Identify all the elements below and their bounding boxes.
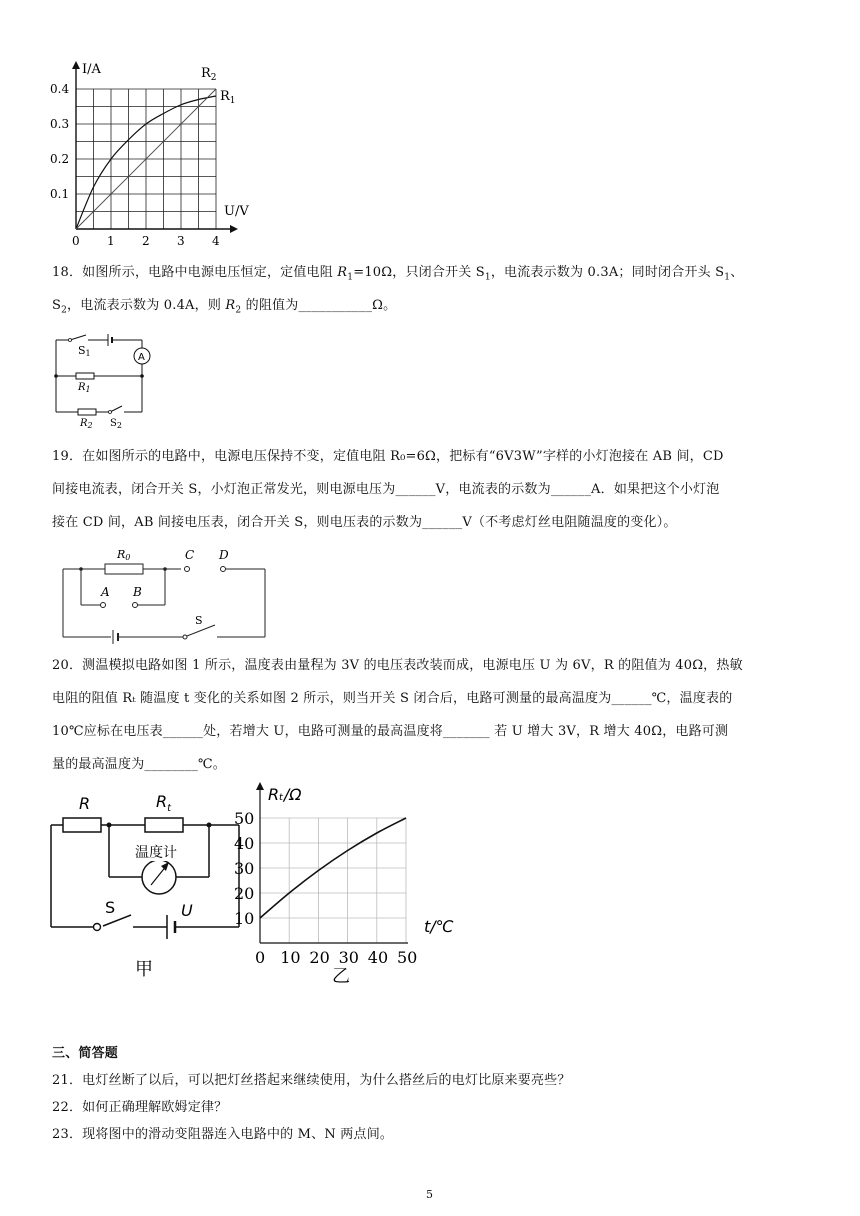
- section-3: [52, 1040, 814, 1148]
- question-18: [52, 259, 814, 324]
- iv-y-tick-label: 0.4: [50, 82, 70, 96]
- question-21: 21．电灯丝断了以后，可以把灯丝搭起来继续使用，为什么搭丝后的电灯比原来要亮些？: [52, 1073, 571, 1088]
- q18-resistor-r2: [78, 409, 96, 415]
- rt-x-ticks: [255, 948, 417, 967]
- rt-y-tick-label: 50: [234, 809, 255, 828]
- svg-text:R2: $R_2$: [80, 418, 93, 430]
- iv-y-label: I/A: [82, 62, 101, 77]
- iv-y-arrow: [72, 61, 80, 69]
- question-19-line-1: 19．在如图所示的电路中，电源电压保持不变，定值电阻 R₀=6Ω，把标有“6V3W”字样的小灯泡接在 AB 间，CD: [52, 449, 724, 464]
- svg-text:D: D: [219, 548, 229, 562]
- svg-text:U: U: [181, 901, 193, 920]
- iv-x-tick-label: 3: [177, 234, 185, 248]
- q19-terminal-a: [101, 603, 106, 608]
- rt-chart-grid: [260, 818, 406, 943]
- q19-resistor-r0: [105, 564, 143, 574]
- iv-y-tick-label: 0.1: [50, 187, 70, 201]
- rt-y-arrow: [256, 782, 264, 790]
- rt-y-tick-label: 10: [234, 909, 255, 928]
- q20-thermometer-meter: [142, 860, 176, 894]
- q18-circuit: [48, 330, 158, 430]
- svg-text:A: A: [138, 352, 145, 363]
- question-18-blank[interactable]: ___________: [298, 297, 373, 313]
- svg-text:S1: S1: [78, 344, 91, 358]
- q20-resistor-r: [63, 818, 101, 832]
- q19-terminal-d: [221, 567, 226, 572]
- iv-x-tick-label: 1: [107, 234, 115, 248]
- iv-x-tick-label: 4: [212, 234, 220, 248]
- question-19-line-3: 接在 CD 间，AB 间接电压表，闭合开关 S，则电压表的示数为______V（不考虑灯丝电阻随温度的变化）。: [52, 515, 677, 530]
- rt-y-tick-label: 20: [234, 884, 255, 903]
- q19-circuit: [55, 545, 275, 645]
- question-19-line-2: 间接电流表，闭合开关 S，小灯泡正常发光，则电源电压为______V，电流表的示数为______A．如果把这个小灯泡: [52, 482, 720, 497]
- iv-chart: [40, 55, 250, 250]
- question-19: [52, 440, 814, 539]
- rt-x-tick-label: 30: [338, 948, 359, 967]
- svg-text:Rt: $R_t$: [156, 792, 172, 814]
- iv-x-tick-label: 0: [72, 234, 80, 248]
- page-number: 5: [426, 1188, 433, 1201]
- svg-text:S: S: [105, 898, 116, 917]
- q19-terminal-b: [133, 603, 138, 608]
- iv-y-ticks: [50, 82, 69, 201]
- question-20: [52, 649, 814, 781]
- q20-thermistor-rt: [145, 818, 183, 832]
- rt-x-tick-label: 50: [397, 948, 418, 967]
- iv-y-tick-label: 0.3: [50, 117, 70, 131]
- rt-y-label: Rₜ/Ω: [268, 785, 302, 804]
- q20-circuit-caption: 甲: [135, 959, 153, 980]
- rt-x-tick-label: 20: [309, 948, 330, 967]
- iv-label-r2: $R_2$: [201, 66, 217, 83]
- svg-text:B: B: [133, 585, 142, 599]
- q19-switch-s: [183, 635, 187, 639]
- question-22: 22．如何正确理解欧姆定律？: [52, 1100, 228, 1115]
- iv-label-r1: $R_1$: [220, 89, 236, 106]
- iv-y-tick-label: 0.2: [50, 152, 70, 166]
- rt-y-tick-label: 30: [234, 859, 255, 878]
- question-20-line-2: 电阻的阻值 Rₜ 随温度 t 变化的关系如图 2 所示，则当开关 S 闭合后，电路可测量的最高温度为______℃，温度表的: [52, 691, 733, 706]
- iv-x-ticks: [72, 234, 220, 248]
- rt-y-ticks: [234, 809, 254, 928]
- svg-text:温度计: 温度计: [135, 845, 177, 861]
- rt-x-tick-label: 0: [255, 948, 266, 967]
- svg-text:R1: $R_1$: [78, 382, 91, 394]
- iv-x-tick-label: 2: [142, 234, 150, 248]
- svg-text:S2: $S_2$: [110, 418, 122, 430]
- question-20-line-1: 20．测温模拟电路如图 1 所示，温度表由量程为 3V 的电压表改装而成，电源电压 U 为 6V，R 的阻值为 40Ω，热敏: [52, 658, 743, 673]
- question-23: 23．现将图中的滑动变阻器连入电路中的 M、N 两点间。: [52, 1127, 394, 1142]
- rt-y-tick-label: 40: [234, 834, 255, 853]
- rt-x-label: t/℃: [424, 917, 454, 936]
- q18-resistor-r1: [76, 373, 94, 379]
- svg-text:R: R: [79, 794, 91, 813]
- rt-chart-caption: 乙: [332, 966, 350, 987]
- svg-text:C: C: [185, 548, 195, 562]
- svg-text:R0: R0: [117, 548, 131, 562]
- question-20-line-3: 10℃应标在电压表______处，若增大 U，电路可测量的最高温度将_______ 若 U 增大 3V，R 增大 40Ω，电路可测: [52, 724, 729, 739]
- q18-switch-s1: [70, 335, 86, 340]
- q18-switch-s2: [110, 406, 122, 412]
- iv-x-label: U/V: [224, 204, 249, 219]
- section-3-heading: 三、简答题: [52, 1046, 119, 1061]
- question-20-line-4: 量的最高温度为________℃。: [52, 757, 226, 772]
- question-18-text: 18．如图所示，电路中电源电压恒定，定值电阻 $R_1=10\Omega$，只闭合开关 $S_1$，电流表示数为 0.3A；同时闭合开头 $S_1$、 $S_2$，电流表示数为 0.4A，则 $R_2$ 的阻值为___________Ω。: [52, 265, 744, 316]
- iv-x-arrow: [230, 225, 238, 233]
- rt-x-tick-label: 10: [280, 948, 301, 967]
- q20-circuit: [45, 785, 245, 985]
- rt-x-tick-label: 40: [367, 948, 389, 967]
- svg-text:S: S: [195, 614, 203, 627]
- rt-chart: [228, 778, 458, 988]
- svg-text:A: A: [101, 585, 110, 599]
